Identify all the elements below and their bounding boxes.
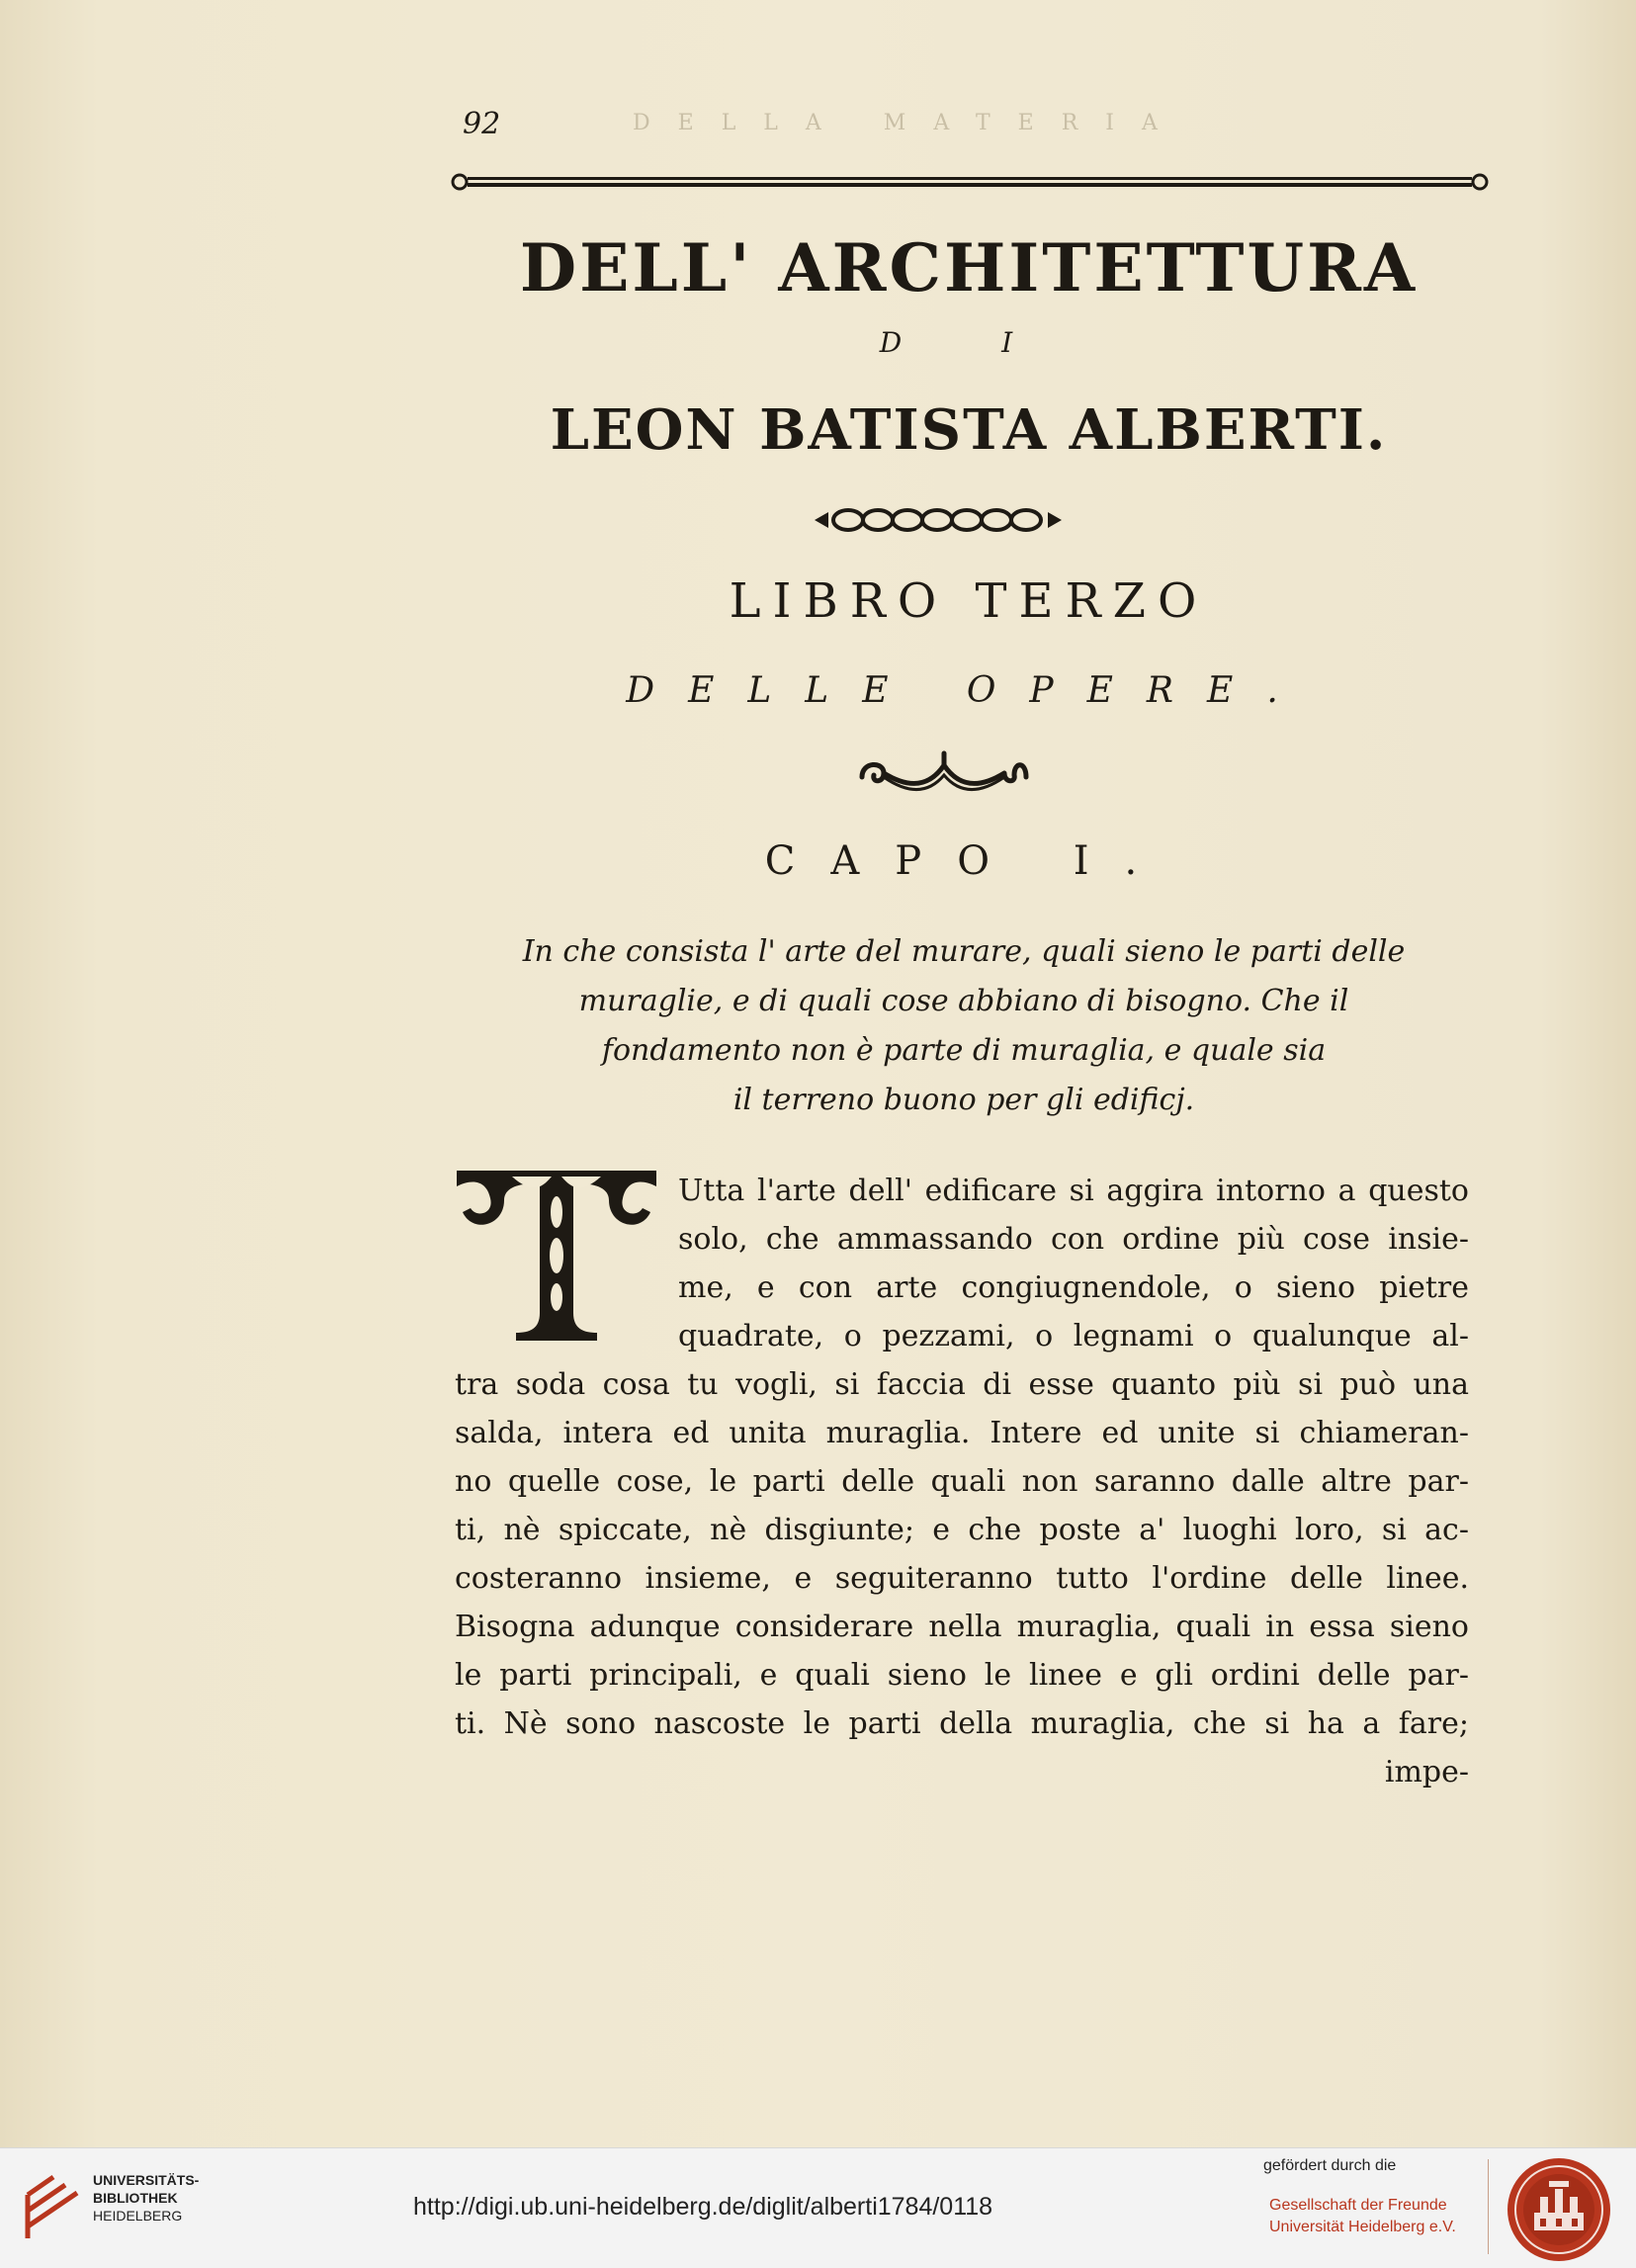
page-number: 92: [463, 107, 501, 141]
body-text: [455, 1167, 1469, 1796]
text-line: quadrate, o pezzami, o legnami o qualunque al-: [678, 1319, 1469, 1353]
decorative-rule: [450, 170, 1490, 194]
permalink-url[interactable]: http://digi.ub.uni-heidelberg.de/diglit/alberti1784/0118: [413, 2193, 993, 2221]
text-line: salda, intera ed unita muraglia. Intere ed unite si chiameran-: [455, 1416, 1469, 1450]
library-logo-icon: [20, 2165, 89, 2244]
summary-line: il terreno buono per gli edificj.: [732, 1083, 1195, 1117]
text-line: solo, che ammassando con ordine più cose insie-: [678, 1222, 1469, 1257]
text-line: Utta l'arte dell' edificare si aggira intorno a questo: [678, 1174, 1469, 1208]
summary-line: fondamento non è parte di muraglia, e quale sia: [601, 1033, 1327, 1068]
text-line: costeranno insieme, e seguiteranno tutto l'ordine delle linee.: [455, 1561, 1469, 1596]
text-line: ti. Nè sono nascoste le parti della muraglia, che si ha a fare;: [455, 1706, 1469, 1741]
library-name: UNIVERSITÄTS- BIBLIOTHEK HEIDELBERG: [93, 2172, 200, 2224]
summary-line: muraglie, e di quali cose abbiano di bisogno. Che il: [578, 984, 1349, 1018]
text-line: le parti principali, e quali sieno le linee e gli ordini delle par-: [455, 1658, 1469, 1693]
text-line: ti, nè spiccate, nè disgiunte; e che poste a' luoghi loro, si ac-: [455, 1513, 1469, 1547]
chapter-summary: [445, 927, 1483, 1125]
text-line: Bisogna adunque considerare nella muraglia, quali in essa sieno: [455, 1610, 1469, 1644]
book-subtitle: DELLE OPERE.: [626, 670, 1312, 711]
work-title: DELL' ARCHITETTURA: [519, 229, 1419, 306]
summary-line: In che consista l' arte del murare, quali sieno le parti delle: [522, 934, 1406, 969]
footer-divider: [1488, 2159, 1489, 2254]
running-head-bleedthrough: DELLA MATERIA: [633, 111, 1185, 135]
scroll-ornament: [850, 743, 1038, 799]
title-connector: D I: [879, 326, 1059, 359]
text-line: no quelle cose, le parti delle quali non saranno dalle altre par-: [455, 1464, 1469, 1499]
text-line: me, e con arte congiugnendole, o sieno pietre: [678, 1270, 1469, 1305]
catchword: impe-: [1384, 1755, 1469, 1789]
book-title: LIBRO TERZO: [729, 573, 1209, 629]
sponsor-intro: gefördert durch die: [1263, 2157, 1397, 2174]
chain-ornament: [809, 500, 1068, 540]
sponsor-name: Gesellschaft der Freunde Universität Heidelberg e.V.: [1269, 2197, 1456, 2235]
author-name: LEON BATISTA ALBERTI.: [550, 397, 1388, 463]
chapter-heading: CAPO I.: [764, 838, 1173, 884]
university-seal-icon: [1505, 2155, 1613, 2264]
text-line: tra soda cosa tu vogli, si faccia di esse quanto più si può una: [455, 1367, 1469, 1402]
